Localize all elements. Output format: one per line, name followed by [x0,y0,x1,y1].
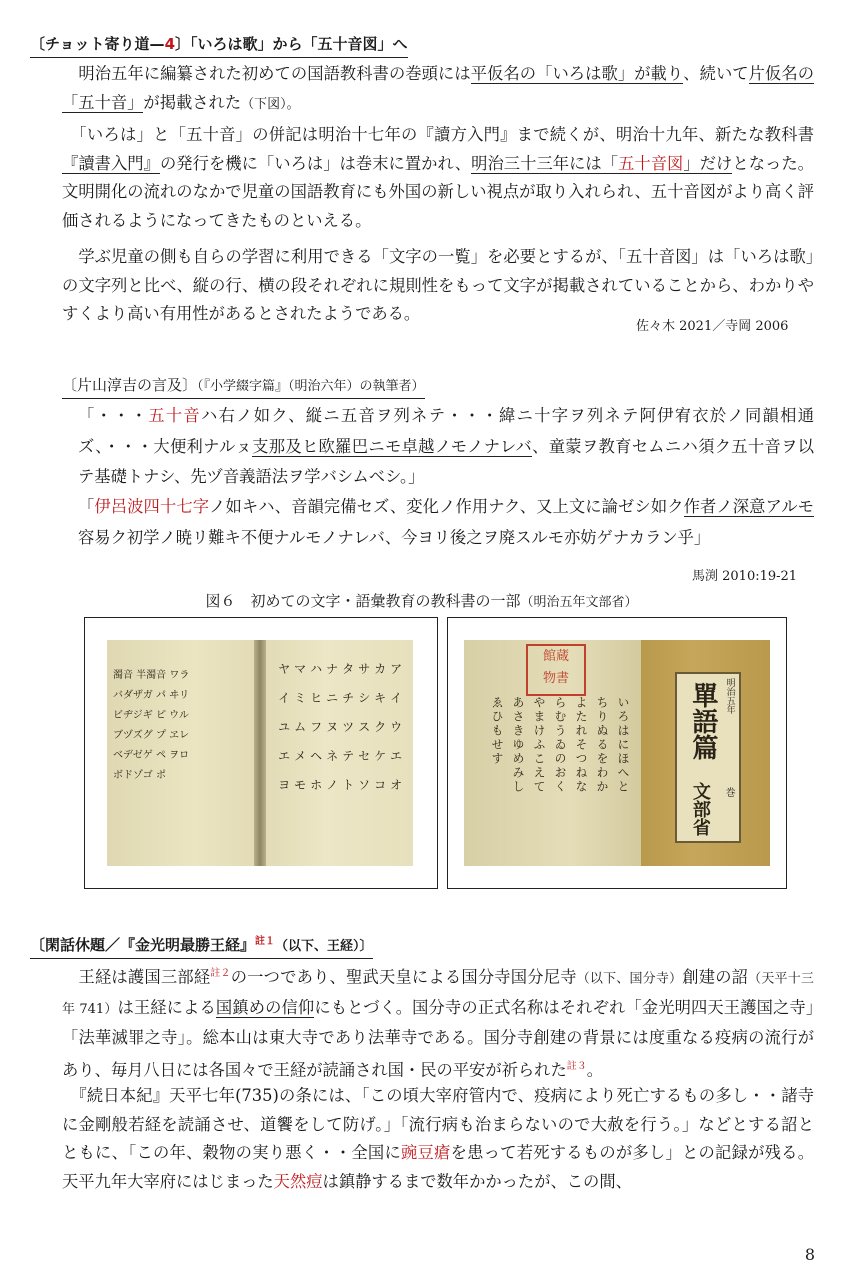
kana-cell: ソ [358,778,371,792]
kana-cell: モ [294,778,307,792]
cover-title: 單語篇 [687,681,718,760]
kana-cell: ミ [294,691,307,705]
kana-cell: チ [342,691,355,705]
paragraph-intro: 明治五年に編纂された初めての国語教科書の巻頭には平仮名の「いろは歌」が載り、続いて片仮名の「五十音」が掲載された（下図）。 [62,64,814,112]
section-heading-iroha: 〔チョット寄り道—4〕「いろは歌」から「五十音図」へ [30,33,408,58]
kana-cell: カ [374,662,387,676]
cover-title-label [675,672,741,843]
kana-cell: ノ [326,778,339,792]
kana-cell: ハ [310,662,323,676]
iroha-column: ちりぬるをわか [595,696,609,794]
iroha-column: らむうゐのおく [553,696,567,794]
kana-cell: キ [374,691,387,705]
katakana-gojuon-table [276,660,404,793]
quote-gojuon: 「・・・五十音ハ右ノ如ク、縦ニ五音ヲ列ネテ・・・緯ニ十字ヲ列ネテ阿伊宥衣於ノ同韻相通ズ、・・・大便利ナルㇴ支那及ヒ欧羅巴ニモ卓越ノモノナレバ、童蒙ヲ教育セムニハ須ク五十音ヲ以テ基礎トナシ、先ヅ音義語法ヲ学バシムベシ。」 [78,406,814,486]
citation-mabuchi: 馬渕 2010:19-21 [692,569,798,584]
kana-cell: ヒ [310,691,323,705]
figure-caption: 図６ 初めての文字・語彙教育の教科書の一部（明治五年文部省） [205,592,638,610]
kana-cell: ユ [278,720,291,734]
voiced-kana-row: ビヂジギ ピ ウル [113,710,189,721]
book-cover [641,640,770,866]
library-seal-stamp: 館蔵 物書 [526,644,586,696]
textbook-gojuon-photo [107,640,413,866]
kana-cell: タ [342,662,355,676]
voiced-kana-row: ボドゾゴ ポ [113,770,166,781]
iroha-column: ゑひもせす [490,696,504,766]
voiced-kana-row: ベデゼゲ ペ ヲロ [113,750,190,761]
kana-cell: ホ [310,778,323,792]
kana-cell: サ [358,662,371,676]
kana-cell: エ [278,749,291,763]
kana-cell: シ [358,691,371,705]
book-gutter [254,640,266,866]
kana-cell: ス [358,720,371,734]
book-left-page [107,640,254,866]
iroha-column: いろはにほへと [616,696,630,794]
kana-cell: フ [310,720,323,734]
kana-cell: メ [294,749,307,763]
kana-cell: テ [342,749,355,763]
figure-photo-right-frame [447,617,787,889]
kana-cell: ニ [326,691,339,705]
kana-cell: ヘ [310,749,323,763]
kana-cell: エ [390,749,403,763]
cover-volume: 巻 [725,787,736,799]
iroha-page [464,640,641,866]
paragraph-history: 「いろは」と「五十音」の併記は明治十七年の『讀方入門』まで続くが、明治十九年、新たな教科書『讀書入門』の発行を機に「いろは」は巻末に置かれ、明治三十三年には「五十音図」だけとなった。文明開化の流れのなかで児童の国語教育にも外国の新しい視点が取り入れられ、五十音図がより高く評価されるようになってきたものといえる。 [62,125,814,230]
tangohen-cover-photo [464,640,770,866]
quote-iroha: 「伊呂波四十七字ノ如キハ、音韻完備セズ、変化ノ作用ナク、又上文に論ゼシ如ク作者ノ深意アルモ容易ク初学ノ暁リ難キ不便ナルモノナレバ、今ヨリ後之ヲ廃スルモ亦妨ゲナカラン乎」 [78,497,814,547]
page-number: 8 [804,1245,815,1264]
kana-cell: ア [390,662,403,676]
voiced-kana-row: 濁音 半濁音 ワラ [113,670,190,681]
kana-cell: ム [294,720,307,734]
kana-cell: ネ [326,749,339,763]
voiced-kana-row: ブヅズグ プ ヱレ [113,730,190,741]
section-heading-oukyou: 〔閑話休題／『金光明最勝王経』$^{註1}$（以下、王経）〕 [30,932,373,959]
voiced-kana-row: バダザガ パ ヰリ [113,690,190,701]
citation-sasaki: 佐々木 2021／寺岡 2006 [636,319,789,334]
kana-cell: セ [358,749,371,763]
iroha-column: よたれそつねな [574,696,588,794]
iroha-column: やまけふこえて [532,696,546,794]
kana-cell: ツ [342,720,355,734]
kana-cell: マ [294,662,307,676]
kana-cell: ウ [390,720,403,734]
kana-cell: コ [374,778,387,792]
paragraph-oukyou: 王経は護国三部経$^{註2}$の一つであり、聖武天皇による国分寺国分尼寺（以下、国分寺）創建の詔（天平十三年 741）は王経による国鎮めの信仰にもとづく。国分寺の正式名称はそれぞれ「金光明四天王護国之寺」「法華滅罪之寺」。総本山は東大寺であり法華寺である。国分寺創建の背景には度重なる疫病の流行があり、毎月八日には各国々で王経が読誦され国・民の平安が祈られた$^{註3}$。 [62,967,814,1080]
cover-publisher: 文部省 [689,781,711,836]
kana-cell: イ [278,691,291,705]
kana-cell: ヤ [278,662,291,676]
kana-cell: ヨ [278,778,291,792]
iroha-column: あさきゆめみし [511,696,525,794]
book-right-page [266,640,413,866]
cover-subtitle: 明治五年 [724,677,735,714]
paragraph-shokunihongi: 『続日本紀』天平七年(735)の条には、「この頃大宰府管内で、疫病により死亡するもの多し・・諸寺に金剛般若経を読誦させ、道饗をして防げ。」「流行病も治まらないので大赦を行う。」などとする詔とともに、「この年、穀物の実り悪く・・全国に豌豆瘡を患って若死するものが多し」との記録が残る。天平九年大宰府にはじまった天然痘は鎮静するまで数年かかったが、この間、 [62,1086,814,1191]
kana-cell: イ [390,691,403,705]
quote-heading-katayama: 〔片山淳吉の言及〕（『小学綴字篇』（明治六年）の執筆者） [62,374,425,399]
figure-photo-left-frame [84,617,438,889]
kana-cell: オ [390,778,403,792]
kana-cell: ヌ [326,720,339,734]
kana-cell: ト [342,778,355,792]
paragraph-learners: 学ぶ児童の側も自らの学習に利用できる「文字の一覧」を必要とするが、「五十音図」は「いろは歌」の文字列と比べ、縦の行、横の段それぞれに規則性をもって文字が掲載されていることから、わかりやすくより高い有用性があるとされたようである。 [62,247,814,323]
kana-cell: ク [374,720,387,734]
kana-cell: ケ [374,749,387,763]
kana-cell: ナ [326,662,339,676]
